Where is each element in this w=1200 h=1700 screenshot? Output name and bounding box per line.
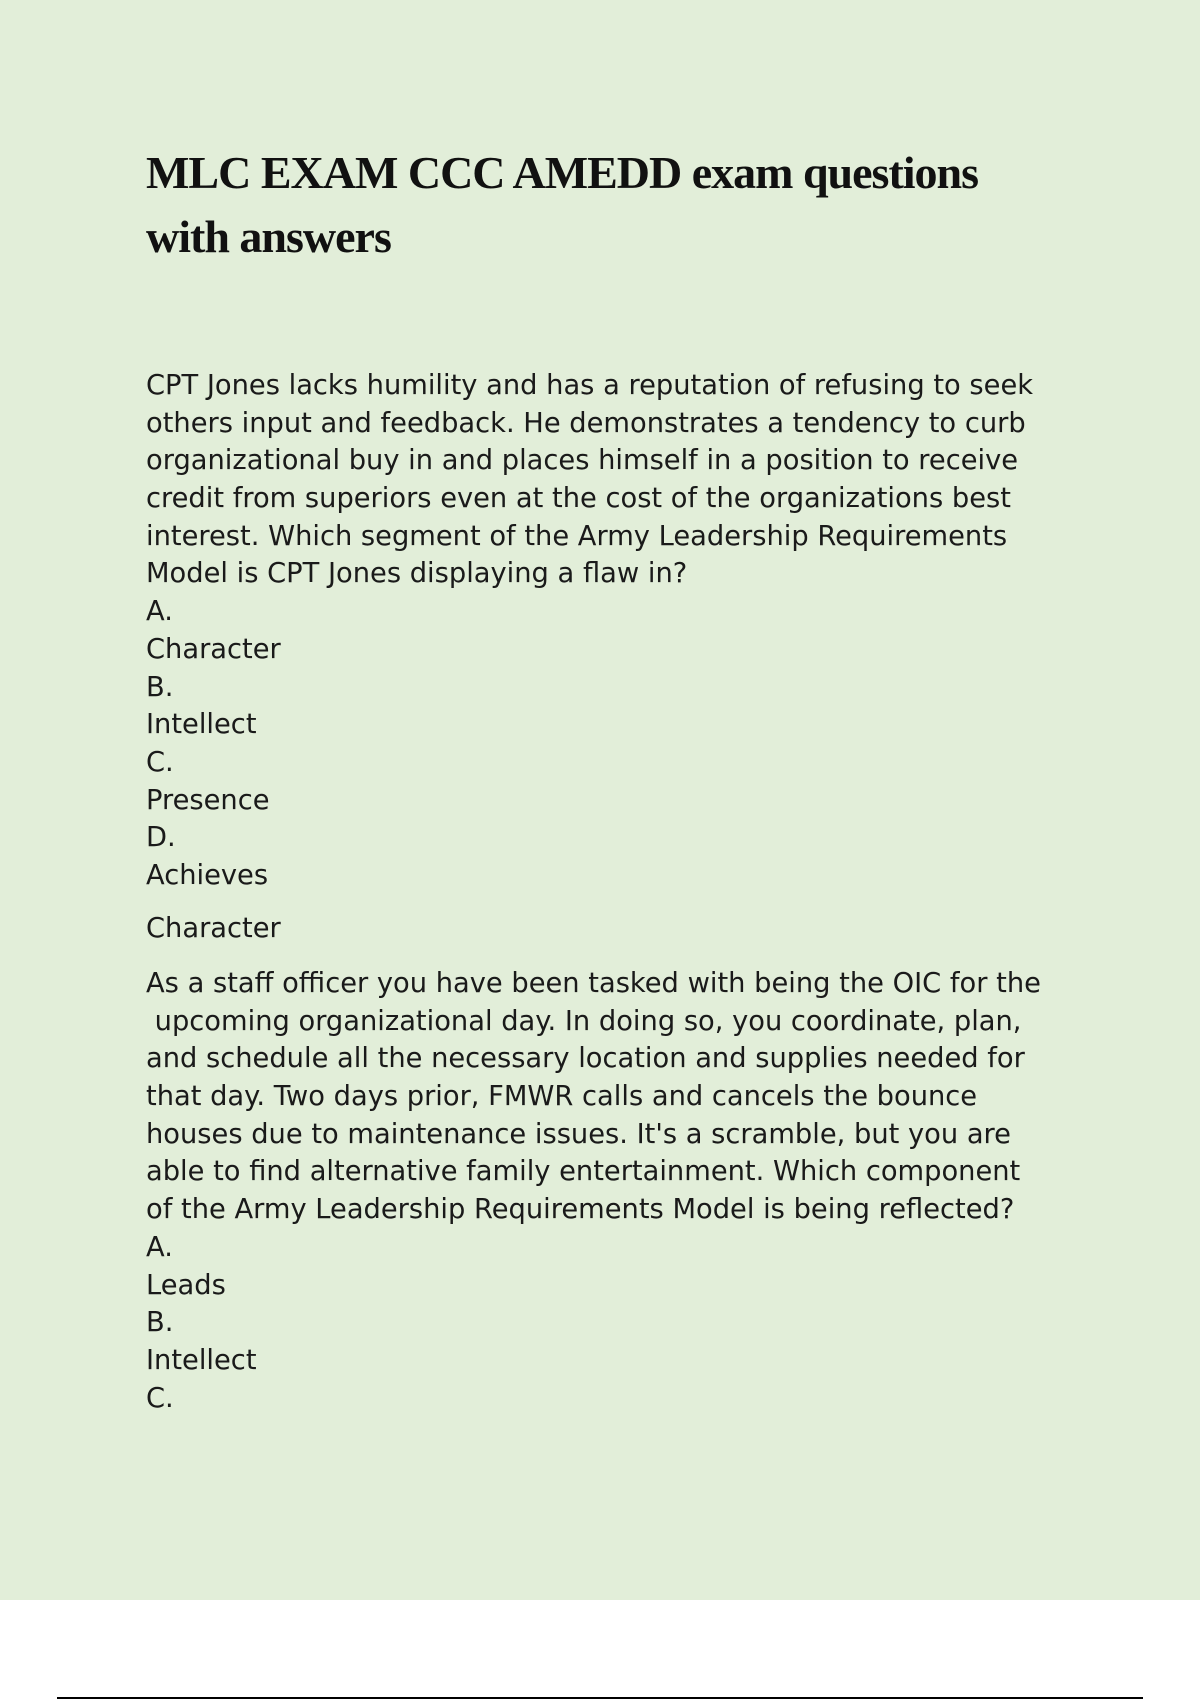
question-2 bbox=[146, 965, 1126, 1417]
title-line-2: with answers bbox=[146, 211, 391, 262]
option-text-d: Achieves bbox=[146, 859, 269, 891]
q2-option-letter-a: A. bbox=[146, 1231, 173, 1263]
question-2-line-3: and schedule all the necessary location and supplies needed for bbox=[146, 1043, 1025, 1075]
question-2-line-1: As a staff officer you have been tasked with being the OIC for the bbox=[146, 968, 1041, 999]
question-2-line-5: houses due to maintenance issues. It's a scramble, but you are bbox=[146, 1118, 1011, 1150]
answer-1-text: Character bbox=[146, 913, 281, 944]
q2-option-text-a: Leads bbox=[146, 1269, 226, 1301]
option-text-c: Presence bbox=[146, 784, 270, 816]
question-2-line-2: upcoming organizational day. In doing so, you coordinate, plan, bbox=[146, 1005, 1022, 1037]
q2-option-letter-c: C. bbox=[146, 1382, 174, 1414]
question-2-line-4: that day. Two days prior, FMWR calls and cancels the bounce bbox=[146, 1081, 978, 1113]
option-text-b: Intellect bbox=[146, 709, 257, 741]
option-letter-a: A. bbox=[146, 596, 173, 628]
question-1-line-2: others input and feedback. He demonstrates a tendency to curb bbox=[146, 407, 1026, 439]
question-1-line-4: credit from superiors even at the cost of the organizations best bbox=[146, 483, 1011, 515]
question-1 bbox=[146, 367, 1126, 895]
q2-option-text-b: Intellect bbox=[146, 1344, 257, 1376]
option-text-a: Character bbox=[146, 633, 281, 665]
answer-1 bbox=[146, 910, 1126, 948]
option-letter-c: C. bbox=[146, 746, 174, 778]
question-1-line-1: CPT Jones lacks humility and has a reputation of refusing to seek bbox=[146, 370, 1034, 401]
footer-divider bbox=[57, 1697, 1143, 1699]
option-letter-b: B. bbox=[146, 671, 174, 703]
question-1-line-5: interest. Which segment of the Army Leadership Requirements bbox=[146, 520, 1008, 552]
document-title bbox=[146, 141, 1106, 269]
title-line-1: MLC EXAM CCC AMEDD exam questions bbox=[146, 147, 979, 198]
question-1-line-3: organizational buy in and places himself in a position to receive bbox=[146, 445, 1019, 477]
option-letter-d: D. bbox=[146, 822, 176, 854]
question-2-line-6: able to find alternative family entertainment. Which component bbox=[146, 1156, 1021, 1188]
question-2-line-7: of the Army Leadership Requirements Model is being reflected? bbox=[146, 1194, 1015, 1226]
q2-option-letter-b: B. bbox=[146, 1307, 174, 1339]
question-1-line-6: Model is CPT Jones displaying a flaw in? bbox=[146, 558, 688, 590]
